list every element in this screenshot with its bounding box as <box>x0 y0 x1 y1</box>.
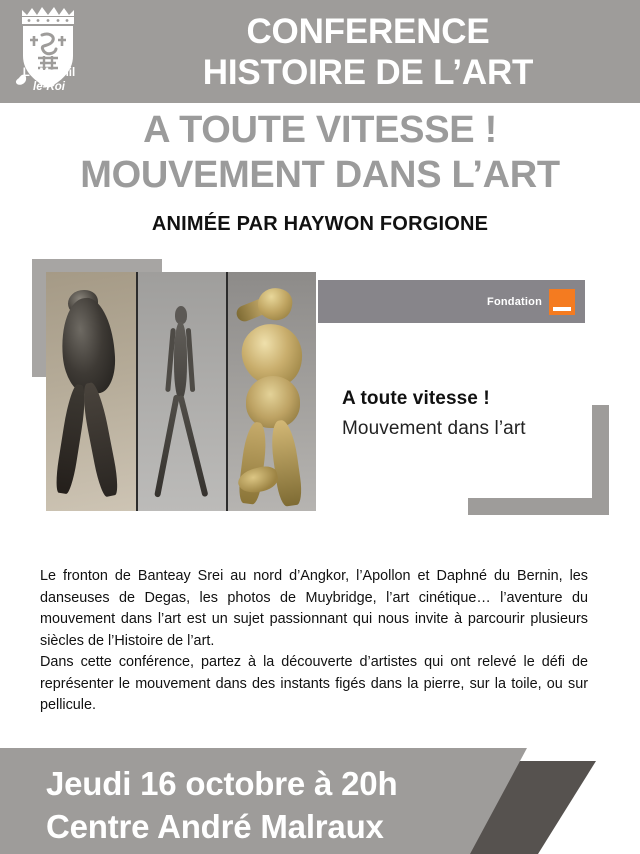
poster-title-group <box>0 108 640 198</box>
bronze-figure-leg-right <box>79 381 121 498</box>
visual-caption <box>342 388 592 440</box>
header-band <box>0 0 640 103</box>
event-venue: Centre André Malraux <box>46 808 384 845</box>
poster-title-line2: MOUVEMENT DANS L’ART <box>80 154 560 196</box>
orange-square-logo-icon <box>549 289 575 315</box>
slim-figure-leg-left <box>154 394 180 497</box>
presenter-subtitle: ANIMÉE PAR HAYWON FORGIONE <box>151 213 489 235</box>
header-title-line2: HISTOIRE DE L’ART <box>202 52 534 92</box>
visual-area <box>0 255 640 535</box>
sculpture-triptych-photo <box>46 272 316 511</box>
fondation-label: Fondation <box>487 295 542 308</box>
caption-title: A toute vitesse ! <box>342 388 490 409</box>
photo-panel-slim-figure <box>136 272 226 511</box>
photo-panel-golden-figure <box>226 272 316 511</box>
description-paragraph-1: Le fronton de Banteay Srei au nord d’Angkor, l’Apollon et Daphné du Bernin, les danseuses de Degas, les photos de Muybridge, l’art cinétique… l’aventure du mouvement dans l’art est un sujet passionnant qui nous invite à parcourir plusieurs siècles de l’Histoire de l’art. <box>40 568 588 649</box>
header-title-line1: CONFERENCE <box>246 11 490 51</box>
golden-figure-hip <box>246 376 300 428</box>
footer-band <box>0 748 640 854</box>
town-name-line2: le-Roi <box>33 81 65 93</box>
fondation-banner <box>318 280 585 323</box>
slim-figure-body <box>174 322 187 400</box>
poster-title-line1: A TOUTE VITESSE ! <box>143 109 497 151</box>
town-name-line1: Le Mesnil <box>22 67 76 79</box>
event-date: Jeudi 16 octobre à 20h <box>46 765 398 802</box>
town-logo <box>10 4 88 100</box>
description-text <box>40 566 588 717</box>
golden-figure-leg-right <box>268 419 304 508</box>
description-paragraph-2: Dans cette conférence, partez à la découverte d’artistes qui ont relevé le défi de représenter le mouvement dans des instants figés dans la pierre, sur la toile, ou sur pellicule. <box>40 654 588 713</box>
slim-figure-leg-right <box>178 395 209 497</box>
photo-panel-bronze <box>46 272 136 511</box>
golden-figure-head <box>255 285 295 323</box>
event-details <box>46 762 397 848</box>
bronze-figure-torso <box>58 296 118 396</box>
caption-subtitle: Mouvement dans l’art <box>342 418 526 439</box>
corner-bracket-horizontal <box>468 498 609 515</box>
header-title-group <box>96 0 640 103</box>
slim-figure-arm-right <box>186 328 195 392</box>
